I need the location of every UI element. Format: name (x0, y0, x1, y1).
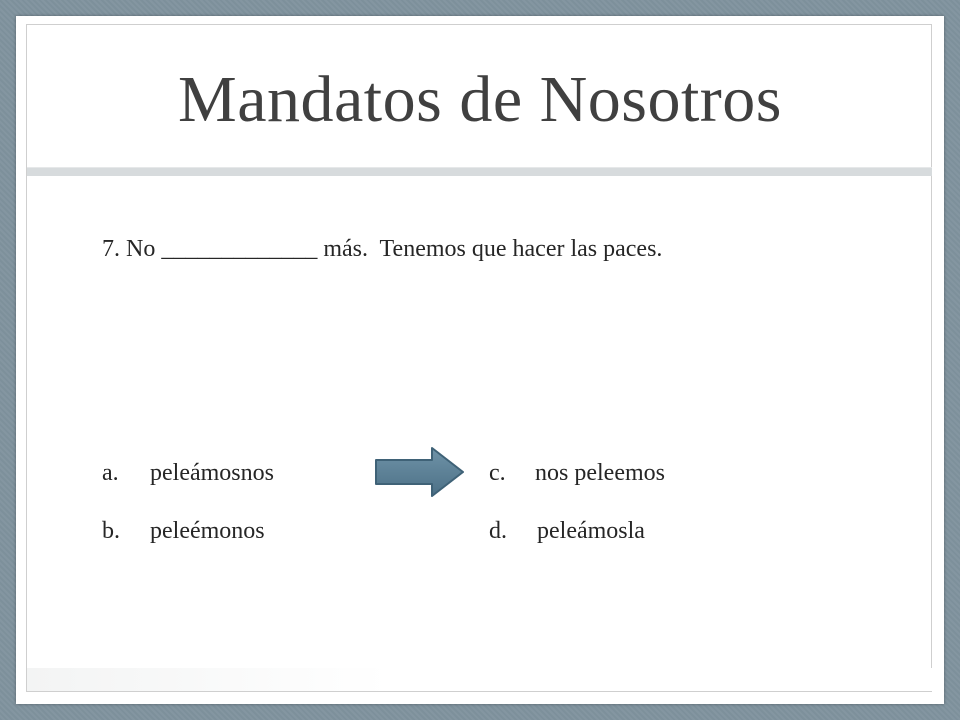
option-a (102, 458, 274, 488)
title-divider (27, 167, 932, 176)
option-c (489, 458, 665, 488)
right-arrow-icon (374, 446, 466, 498)
slide-footer-strip (27, 668, 932, 691)
option-a-text: peleámosnos (150, 460, 274, 486)
question-text: 7. No _____________ más. Tenemos que hacer las paces. (102, 236, 663, 262)
option-b (102, 516, 265, 546)
option-c-letter: c. (489, 460, 506, 486)
option-d (489, 516, 645, 546)
option-b-text: peleémonos (150, 518, 265, 544)
option-a-letter: a. (102, 460, 119, 486)
slide-title: Mandatos de Nosotros (178, 63, 782, 136)
slide (16, 16, 944, 704)
option-b-letter: b. (102, 518, 120, 544)
option-d-letter: d. (489, 518, 507, 544)
option-d-text: peleámosla (537, 518, 645, 544)
option-c-text: nos peleemos (535, 460, 665, 486)
